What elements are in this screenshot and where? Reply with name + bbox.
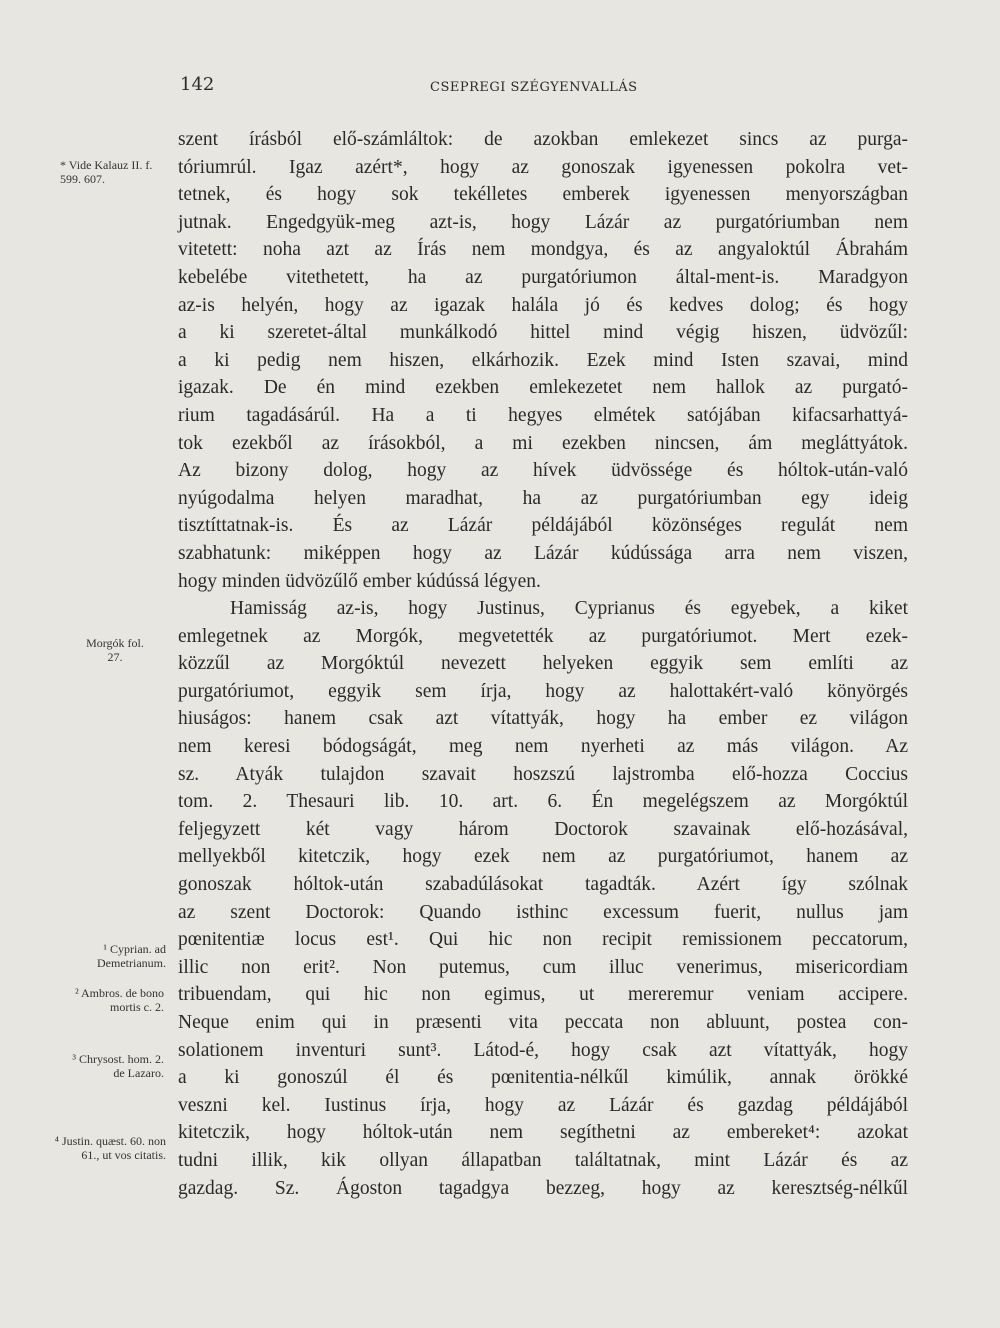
text-line: tisztíttatnak-is. És az Lázár példájából közönséges regulát nem — [178, 515, 908, 537]
text-line: a ki pedig nem hiszen, elkárhozik. Ezek mind Isten szavai, mind — [178, 349, 908, 371]
body-text — [178, 126, 908, 1202]
margin-note: * Vide Kalauz II. f. 599. 607. — [60, 158, 153, 186]
text-line: jutnak. Engedgyük-meg azt-is, hogy Lázár az purgatóriumban nem — [178, 211, 908, 233]
text-line: sz. Atyák tulajdon szavait hoszszú lajstromba elő-hozza Coccius — [178, 763, 908, 785]
text-line: hiuságos: hanem csak azt vítattyák, hogy ha ember ez világon — [178, 708, 908, 730]
text-line: nyúgodalma helyen maradhat, ha az purgatóriumban egy ideig — [178, 487, 908, 509]
text-line: pœnitentiæ locus est¹. Qui hic non recipit remissionem peccatorum, — [178, 929, 908, 951]
text-line: nem keresi bódogságát, meg nem nyerheti az más világon. Az — [178, 736, 908, 758]
text-line: az szent Doctorok: Quando isthinc excessum fuerit, nullus jam — [178, 901, 908, 923]
text-line: szent írásból elő-számláltok: de azokban emlekezet sincs az purga- — [178, 129, 908, 150]
text-line: kitetczik, hogy hóltok-után nem segíthetni az embereket⁴: azokat — [178, 1122, 908, 1144]
text-line: mellyekből kitetczik, hogy ezek nem az purgatóriumot, hanem az — [178, 846, 908, 868]
text-line: tudni illik, kik ollyan állapatban találtatnak, mint Lázár és az — [178, 1149, 908, 1171]
text-line: solationem inventuri sunt³. Látod-é, hogy csak azt vítattyák, hogy — [178, 1039, 908, 1061]
margin-note: Morgók fol. 27. — [86, 636, 144, 664]
text-line: veszni kel. Iustinus írja, hogy az Lázár és gazdag példájából — [178, 1094, 908, 1116]
text-line: Hamisság az-is, hogy Justinus, Cyprianus és egyebek, a kiket — [230, 598, 908, 620]
text-line: tetnek, és hogy sok tekélletes emberek igyenessen menyországban — [178, 184, 908, 206]
text-line: emlegetnek az Morgók, megvetették az purgatóriumot. Mert ezek- — [178, 625, 908, 647]
text-line: tok ezekből az írásokból, a mi ezekben nincsen, ám megláttyátok. — [178, 432, 908, 454]
text-line: illic non erit². Non putemus, cum illuc venerimus, misericordiam — [178, 956, 908, 978]
margin-note: ³ Chrysost. hom. 2. de Lazaro. — [72, 1052, 164, 1080]
text-line: gonoszak hóltok-után szabadúlásokat tagadták. Azért így szólnak — [178, 874, 908, 896]
margin-note: ⁴ Justin. quæst. 60. non 61., ut vos citatis. — [54, 1134, 166, 1162]
text-line: az-is helyén, hogy az igazak halála jó és kedves dolog; és hogy — [178, 294, 908, 316]
text-line: rium tagadásárúl. Ha a ti hegyes elmétek satójában kifacsarhattyá- — [178, 404, 908, 426]
text-line: kebelébe vitethetett, ha az purgatóriumon által-ment-is. Maradgyon — [178, 266, 908, 288]
text-line: tom. 2. Thesauri lib. 10. art. 6. Én megelégszem az Morgóktúl — [178, 791, 908, 813]
text-line: purgatóriumot, eggyik sem írja, hogy az halottakért-való könyörgés — [178, 680, 908, 702]
text-line: a ki gonoszúl él és pœnitentia-nélkűl kimúlik, annak örökké — [178, 1067, 908, 1089]
running-head: CSEPREGI SZÉGYENVALLÁS — [430, 80, 638, 95]
page-number: 142 — [180, 74, 215, 95]
text-line: igazak. De én mind ezekben emlekezetet nem hallok az purgató- — [178, 377, 908, 399]
margin-note: ² Ambros. de bono mortis c. 2. — [75, 986, 164, 1014]
text-line: hogy minden üdvözűlő ember kúdússá légyen. — [178, 570, 541, 592]
text-line: Neque enim qui in præsenti vita peccata non abluunt, postea con- — [178, 1012, 908, 1033]
text-line: tóriumrúl. Igaz azért*, hogy az gonoszak igyenessen pokolra vet- — [178, 156, 908, 178]
margin-note: ¹ Cyprian. ad Demetrianum. — [97, 942, 166, 970]
text-line: közzűl az Morgóktúl nevezett helyeken eggyik sem említi az — [178, 653, 908, 675]
text-line: vitetett: noha azt az Írás nem mondgya, és az angyaloktúl Ábrahám — [178, 239, 908, 261]
text-line: a ki szeretet-által munkálkodó hittel mind végig hiszen, üdvözűl: — [178, 322, 908, 344]
text-line: tribuendam, qui hic non egimus, ut mereremur veniam accipere. — [178, 984, 908, 1006]
text-line: Az bizony dolog, hogy az hívek üdvössége és hóltok-után-való — [178, 460, 908, 482]
text-line: szabhatunk: miképpen hogy az Lázár kúdússága arra nem viszen, — [178, 542, 908, 564]
text-line: feljegyzett két vagy három Doctorok szavainak elő-hozásával, — [178, 818, 908, 840]
text-line: gazdag. Sz. Ágoston tagadgya bezzeg, hogy az keresztség-nélkűl — [178, 1177, 908, 1199]
